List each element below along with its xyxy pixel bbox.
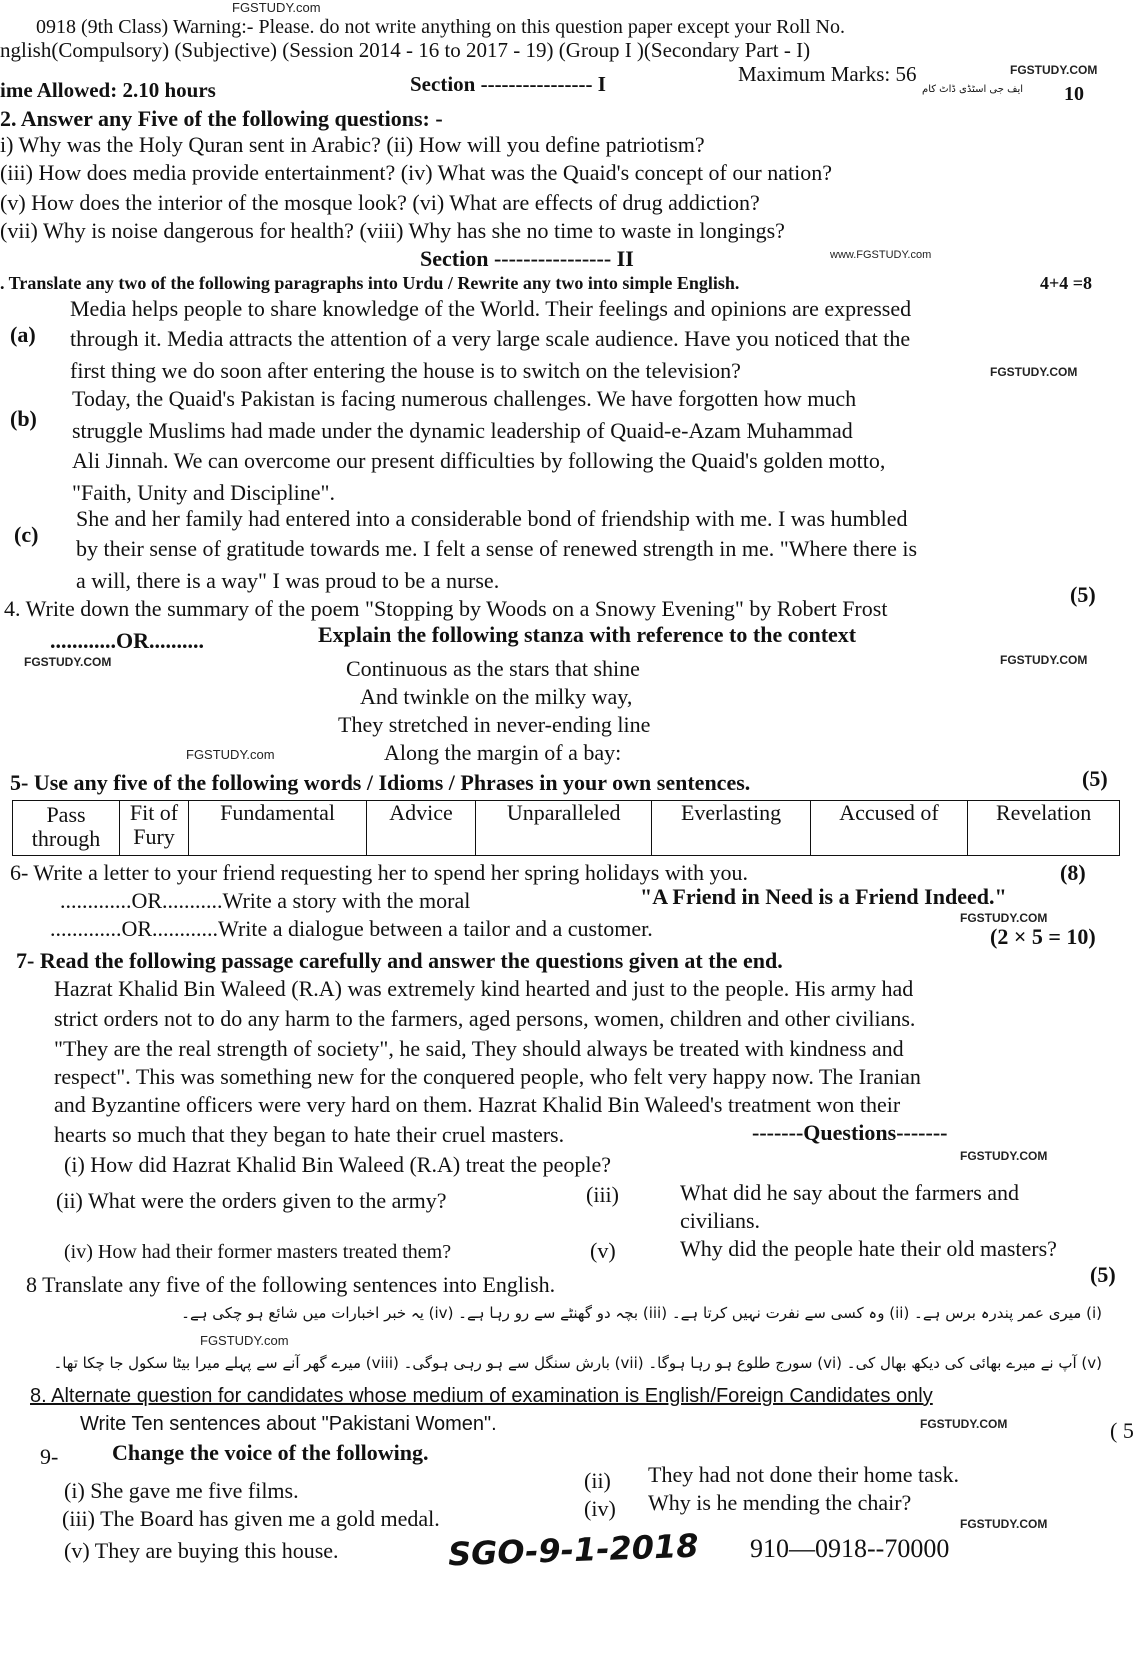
para-a-line: first thing we do soon after entering the house is to switch on the television? <box>70 358 741 383</box>
watermark: FGSTUDY.COM <box>990 365 1078 379</box>
q9-item: They had not done their home task. <box>648 1462 959 1487</box>
q2-line: (v) How does the interior of the mosque look? (vi) What are effects of drug addiction? <box>0 190 760 215</box>
time-allowed: ime Allowed: 2.10 hours <box>0 78 216 102</box>
para-a-line: through it. Media attracts the attention of a very large scale audience. Have you noticed that the <box>70 326 911 351</box>
passage-line: hearts so much that they began to hate their cruel masters. <box>54 1122 565 1147</box>
words-table <box>12 800 1120 856</box>
watermark: FGSTUDY.COM <box>960 911 1048 925</box>
word-cell: Revelation <box>968 801 1120 856</box>
q2-marks: 10 <box>1064 83 1084 105</box>
q3-heading: . Translate any two of the following paragraphs into Urdu / Rewrite any two into simple English. <box>0 273 740 293</box>
watermark: FGSTUDY.COM <box>1010 63 1098 77</box>
watermark: FGSTUDY.COM <box>960 1149 1048 1163</box>
para-b-line: struggle Muslims had made under the dynamic leadership of Quaid-e-Azam Muhammad <box>72 418 853 443</box>
questions-label: -------Questions------- <box>752 1120 948 1145</box>
word-cell: Fundamental <box>189 801 367 856</box>
question: (i) How did Hazrat Khalid Bin Waleed (R.A) treat the people? <box>64 1152 612 1177</box>
section-1-label: Section ---------------- I <box>410 72 606 96</box>
q5-marks: (5) <box>1082 766 1108 791</box>
q4-text: 4. Write down the summary of the poem "Stopping by Woods on a Snowy Evening" by Robert Frost <box>4 596 888 621</box>
q2-heading: 2. Answer any Five of the following questions: - <box>0 106 443 131</box>
passage-line: and Byzantine officers were very hard on them. Hazrat Khalid Bin Waleed's treatment won their <box>54 1092 901 1117</box>
q9-item: (ii) <box>584 1468 611 1493</box>
q6-or1: .............OR...........Write a story with the moral <box>60 888 471 913</box>
para-b-line: "Faith, Unity and Discipline". <box>72 480 335 505</box>
q6-marks: (8) <box>1060 860 1086 885</box>
q9-item: (i) She gave me five films. <box>64 1478 299 1503</box>
question: What did he say about the farmers and <box>680 1180 1020 1205</box>
q6-text: 6- Write a letter to your friend requesting her to spend her spring holidays with you. <box>10 860 748 885</box>
word-cell: Everlasting <box>652 801 810 856</box>
para-b-line: Ali Jinnah. We can overcome our present difficulties by following the Quaid's golden motto, <box>72 448 886 473</box>
q9-item: (v) They are buying this house. <box>64 1538 339 1563</box>
q6-moral: "A Friend in Need is a Friend Indeed." <box>640 884 1007 909</box>
watermark: www.FGSTUDY.com <box>830 249 932 261</box>
watermark: FGSTUDY.com <box>200 1333 289 1348</box>
word-cell: Unparalleled <box>475 801 651 856</box>
question: civilians. <box>680 1208 761 1233</box>
question: (ii) What were the orders given to the army? <box>56 1188 447 1213</box>
stanza-line: Along the margin of a bay: <box>384 740 622 765</box>
maximum-marks: Maximum Marks: 56 <box>738 62 917 86</box>
q6-or2: .............OR............Write a dialogue between a tailor and a customer. <box>50 916 653 941</box>
q9-number: 9- <box>40 1444 59 1469</box>
question: Why did the people hate their old masters? <box>680 1236 1057 1261</box>
q7-heading: 7- Read the following passage carefully and answer the questions given at the end. <box>16 948 783 973</box>
passage-line: respect". This was something new for the conquered people, who felt very happy now. The Iranian <box>54 1064 921 1089</box>
para-label: (a) <box>10 322 36 347</box>
question: (iv) How had their former masters treated them? <box>64 1241 452 1263</box>
word-cell: Accused of <box>810 801 967 856</box>
stanza-line: They stretched in never-ending line <box>338 712 651 737</box>
q8-heading: 8 Translate any five of the following sentences into English. <box>26 1272 556 1297</box>
stanza-line: And twinkle on the milky way, <box>360 684 633 709</box>
urdu-sentences: (i) میری عمر پندرہ برس ہے۔ (ii) وہ کسی سے نفرت نہیں کرتا ہے۔ (iii) بچہ دو گھنٹے سے رو رہا ہے۔ (iv) یہ خبر اخبارات میں شائع ہو چکی ہے۔ <box>181 1304 1102 1322</box>
q7-end-marks: (5) <box>1090 1262 1116 1287</box>
q2-line: i) Why was the Holy Quran sent in Arabic? (ii) How will you define patriotism? <box>0 132 705 157</box>
q9-item: Why is he mending the chair? <box>648 1490 912 1515</box>
para-c-line: by their sense of gratitude towards me. I felt a sense of renewed strength in me. "Where there is <box>76 536 918 561</box>
watermark: FGSTUDY.COM <box>960 1517 1048 1531</box>
header-subject: nglish(Compulsory) (Subjective) (Session 2014 - 16 to 2017 - 19) (Group I )(Secondary Part - I) <box>0 38 811 62</box>
q9-heading: Change the voice of the following. <box>112 1440 429 1465</box>
para-a-line: Media helps people to share knowledge of the World. Their feelings and opinions are expressed <box>70 296 912 321</box>
section-2-label: Section ---------------- II <box>420 246 634 271</box>
q4-or: ............OR.......... <box>50 628 204 653</box>
q8-alternate: 8. Alternate question for candidates whose medium of examination is English/Foreign Candidates only <box>30 1385 933 1407</box>
watermark-urdu: ایف جی اسٹڈی ڈاٹ کام <box>922 84 1024 95</box>
para-label: (b) <box>10 406 37 431</box>
paper-code: 910—0918--70000 <box>750 1534 950 1563</box>
word-cell: Fit of Fury <box>120 801 189 856</box>
watermark: FGSTUDY.COM <box>1000 653 1088 667</box>
q2-line: (iii) How does media provide entertainment? (iv) What was the Quaid's concept of our nation? <box>0 160 832 185</box>
q4-marks: (5) <box>1070 582 1096 607</box>
question: (iii) <box>586 1182 619 1207</box>
watermark: FGSTUDY.COM <box>24 655 112 669</box>
watermark: FGSTUDY.com <box>186 747 275 762</box>
passage-line: "They are the real strength of society", he said, They should always be treated with kindness and <box>54 1036 904 1061</box>
q7-marks: (2 × 5 = 10) <box>990 924 1096 949</box>
passage-line: strict orders not to do any harm to the farmers, aged persons, women, children and other civilians. <box>54 1006 916 1031</box>
question: (v) <box>590 1238 616 1263</box>
q2-line: (vii) Why is noise dangerous for health? (viii) Why has she no time to waste in longings? <box>0 218 785 243</box>
q9-item: (iv) <box>584 1496 616 1521</box>
q4-alt: Explain the following stanza with reference to the context <box>318 622 857 647</box>
para-label: (c) <box>14 522 39 547</box>
para-c-line: She and her family had entered into a considerable bond of friendship with me. I was humbled <box>76 506 908 531</box>
q8-alt-text: Write Ten sentences about "Pakistani Women". <box>80 1413 497 1435</box>
para-b-line: Today, the Quaid's Pakistan is facing numerous challenges. We have forgotten how much <box>72 386 857 411</box>
word-cell: Advice <box>367 801 476 856</box>
q3-marks: 4+4 =8 <box>1040 273 1093 293</box>
handwritten-date: SGO-9-1-2018 <box>447 1526 700 1574</box>
para-c-line: a will, there is a way" I was proud to be a nurse. <box>76 568 500 593</box>
header-warning: 0918 (9th Class) Warning:- Please. do not write anything on this question paper except your Roll No. <box>36 16 846 38</box>
stanza-line: Continuous as the stars that shine <box>346 656 640 681</box>
watermark: FGSTUDY.com <box>232 0 321 15</box>
watermark: FGSTUDY.COM <box>920 1417 1008 1431</box>
q5-heading: 5- Use any five of the following words / Idioms / Phrases in your own sentences. <box>10 770 751 795</box>
urdu-sentences: (v) آپ نے میرے بھائی کی دیکھ بھال کی۔ (vi) سورج طلوع ہو رہا ہوگا۔ (vii) بارش سنگل سے ہو رہی ہوگی۔ (viii) میرے گھر آنے سے پہلے میرا بیٹا سکول جا چکا تھا۔ <box>53 1354 1102 1372</box>
q9-item: (iii) The Board has given me a gold medal. <box>62 1506 440 1531</box>
q8-alt-marks: ( 5 <box>1110 1418 1134 1443</box>
passage-line: Hazrat Khalid Bin Waleed (R.A) was extremely kind hearted and just to the people. His army had <box>54 976 914 1001</box>
word-cell: Pass through <box>13 801 120 856</box>
